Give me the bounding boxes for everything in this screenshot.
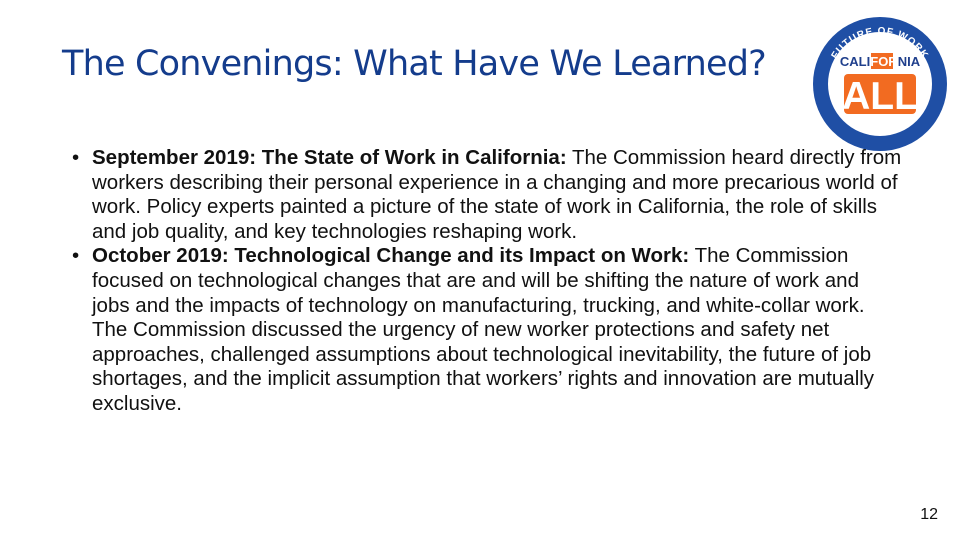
bullet-heading: September 2019: The State of Work in California: (92, 146, 567, 169)
list-item (72, 244, 902, 416)
bullet-heading: October 2019: Technological Change and its Impact on Work: (92, 244, 690, 268)
logo-ring-top-text: FUTURE OF WORK (829, 25, 931, 62)
bullet-body: The Commission focused on technological changes that are and will be shifting the nature of work and jobs and the impacts of technology on manufacturing, trucking, and white-collar work. The Commission discussed the urgency of new worker protections and safety net approaches, challenged assumptions about technological inevitability, the future of job shortages, and the implicit assumption that workers’ rights and innovation are mutually exclusive. (92, 244, 875, 415)
convenings-list (72, 146, 902, 417)
page-number: 12 (920, 506, 938, 523)
logo-california-wordmark: CALIFORNIA (839, 54, 921, 69)
list-item (72, 146, 902, 244)
bullet-body: The Commission heard directly from workers describing their personal experience in a changing and more precarious world of work. Policy experts painted a picture of the state of work in California, the role of skills and job quality, and key technologies reshaping work. (92, 146, 902, 243)
california-for-all-logo (808, 14, 952, 154)
slide-title: The Convenings: What Have We Learned? (62, 44, 766, 84)
logo-all-text: ALL (842, 75, 918, 118)
logo-ring-bottom-text: COMMISSION (847, 116, 913, 137)
